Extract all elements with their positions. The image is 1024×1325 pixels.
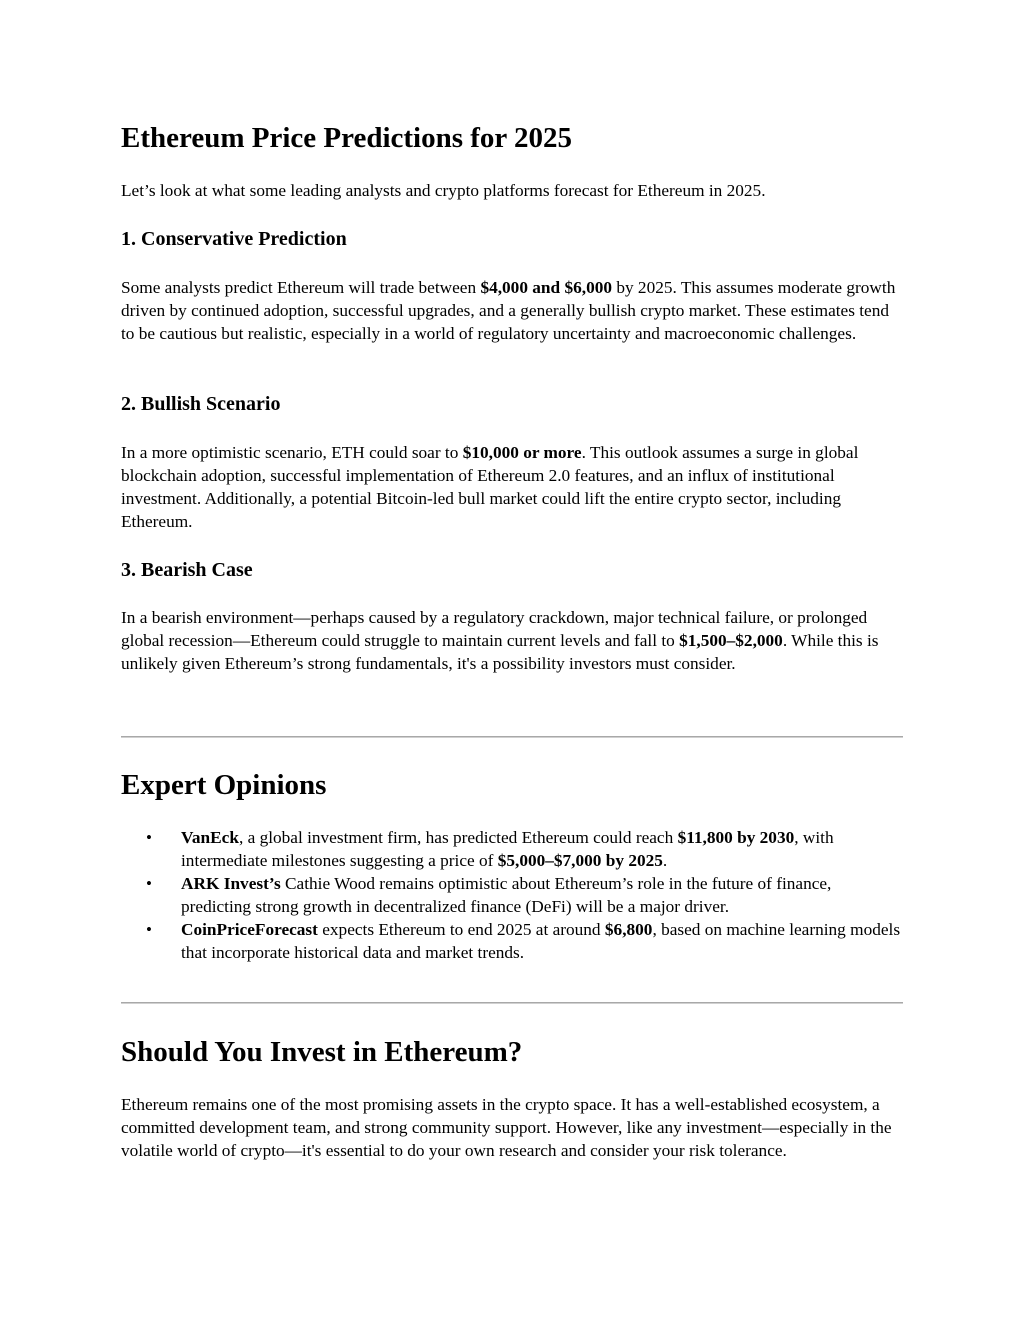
expert-text: , a global investment firm, has predicted Ethereum could reach [238, 828, 678, 847]
expert-name: ARK Invest’s [181, 874, 281, 894]
expert-text: . [662, 851, 668, 871]
bearish-paragraph [121, 606, 905, 675]
bearish-text-before: In a bearish environment—perhaps caused by a regulatory crackdown, major technical failure, or prolonged global recession—Ethereum could struggle to maintain current levels and fall to [121, 608, 868, 651]
bullish-text-after: . This outlook assumes a surge in global blockchain adoption, successful implementation of Ethereum 2.0 features, and an influx of institutional investment. Additionally, a potential Bitcoin-led bull market could lift the entire crypto sector, including Ethereum. [121, 443, 859, 532]
expert-price: $5,000–$7,000 by 2025 [497, 851, 663, 871]
bearish-price-range: $1,500–$2,000 [679, 631, 783, 651]
conservative-heading: 1. Conservative Prediction [121, 228, 347, 250]
expert-text: , with intermediate milestones suggesting a price of [181, 828, 834, 871]
bullet-icon: • [146, 920, 152, 940]
bullish-heading: 2. Bullish Scenario [121, 393, 281, 415]
invest-title: Should You Invest in Ethereum? [121, 1036, 523, 1068]
bullish-text-before: In a more optimistic scenario, ETH could soar to [121, 443, 463, 462]
conservative-text-after: by 2025. This assumes moderate growth driven by continued adoption, successful upgrades, and a generally bullish crypto market. These estimates tend to be cautious but realistic, especially in a world of regulatory uncertainty and macroeconomic challenges. [121, 278, 896, 344]
bullish-paragraph [121, 441, 905, 533]
expert-price: $11,800 by 2030 [677, 828, 795, 847]
experts-title: Expert Opinions [121, 769, 327, 801]
bullet-icon: • [146, 828, 152, 847]
predictions-intro: Let’s look at what some leading analysts and crypto platforms forecast for Ethereum in 2025. [121, 181, 766, 200]
conservative-paragraph [121, 276, 905, 345]
list-item-vaneck [121, 826, 905, 872]
expert-price: $6,800 [604, 920, 653, 940]
expert-text: Cathie Wood remains optimistic about Ethereum’s role in the future of finance, predicting strong growth in decentralized finance (DeFi) will be a major driver. [181, 874, 832, 917]
bullish-price: $10,000 or more [462, 443, 582, 462]
section-divider [121, 1002, 903, 1004]
expert-text: expects Ethereum to end 2025 at around [317, 920, 605, 940]
bearish-text-after: . While this is unlikely given Ethereum’s strong fundamentals, it's a possibility investors must consider. [121, 631, 879, 674]
expert-name: CoinPriceForecast [181, 920, 318, 940]
bullet-icon: • [146, 874, 152, 894]
conservative-text-before: Some analysts predict Ethereum will trade between [121, 278, 481, 297]
experts-list [121, 826, 905, 965]
section-divider [121, 736, 903, 738]
conservative-price-range: $4,000 and $6,000 [480, 278, 612, 297]
expert-name: VanEck [181, 828, 239, 847]
expert-text: , based on machine learning models that incorporate historical data and market trends. [181, 920, 901, 963]
invest-paragraph: Ethereum remains one of the most promising assets in the crypto space. It has a well-established ecosystem, a committed development team, and strong community support. However, like any investment—especially in the volatile world of crypto—it's essential to do your own research and consider your risk tolerance. [121, 1095, 892, 1161]
predictions-title: Ethereum Price Predictions for 2025 [121, 122, 573, 154]
bearish-heading: 3. Bearish Case [121, 559, 253, 581]
list-item-coinpriceforecast [121, 918, 905, 964]
list-item-ark-invest [121, 872, 905, 918]
